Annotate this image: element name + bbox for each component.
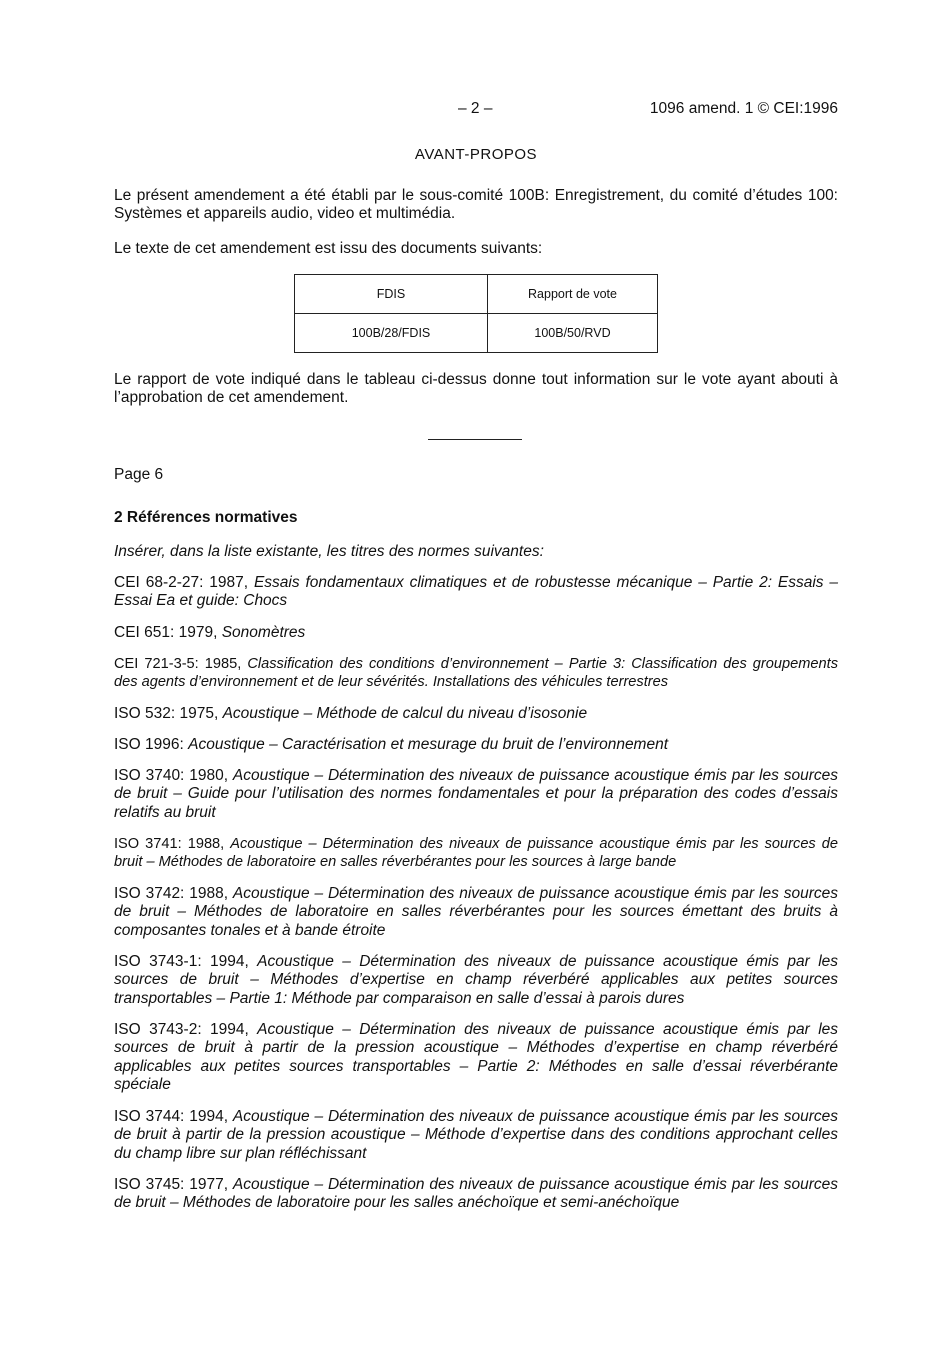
page-reference: Page 6 [114, 466, 164, 483]
reference-title: Essais fondamentaux climatiques et de robustesse mécanique – Partie 2: Essais – Essai Ea et guide: Chocs [114, 574, 838, 610]
reference-title: Acoustique – Détermination des niveaux de puissance acoustique émis par les sources de bruit – Guide pour l’utilisation des normes fondamentales et pour la préparation des codes d’essais relatifs au bruit [114, 767, 839, 821]
reference-title: Acoustique – Détermination des niveaux de puissance acoustique émis par les sources de bruit – Méthodes de laboratoire pour les salles anéchoïque et semi-anéchoïque [114, 1176, 839, 1212]
reference-code: ISO 3745: 1977, [114, 1176, 233, 1193]
reference-item [114, 1176, 838, 1213]
reference-item [114, 574, 838, 611]
section-heading: 2 Références normatives [114, 509, 298, 526]
reference-title: Sonomètres [221, 624, 306, 641]
reference-code: ISO 3740: 1980, [114, 767, 233, 784]
table-header-row [295, 275, 658, 314]
reference-item [114, 624, 838, 642]
reference-title: Classification des conditions d’environnement – Partie 3: Classification des groupements des agents d’environnement et de leur sévérités. Installations des véhicules terrestres [114, 656, 838, 691]
separator-rule [428, 439, 522, 440]
reference-code: CEI 721-3-5: 1985, [114, 656, 248, 672]
reference-code: ISO 3744: 1994, [114, 1108, 233, 1125]
table-header-cell: Rapport de vote [488, 275, 658, 314]
section-instruction: Insérer, dans la liste existante, les titres des normes suivantes: [114, 543, 544, 560]
reference-code: CEI 651: 1979, [114, 624, 222, 641]
reference-title: Acoustique – Détermination des niveaux de puissance acoustique émis par les sources de bruit à partir de la pression acoustique – Méthodes d’expertise en champ réverbéré applicables aux petites sources transportables – Partie 2: Méthodes en salle d’essai réverbérante spéciale [114, 1021, 839, 1093]
reference-item [114, 953, 838, 1008]
intro-paragraph: Le présent amendement a été établi par le sous-comité 100B: Enregistrement, du comité d’études 100: Systèmes et appareils audio, video et multimédia. [114, 187, 838, 223]
reference-item [114, 1021, 838, 1094]
voting-table [294, 274, 658, 353]
reference-title: Acoustique – Détermination des niveaux de puissance acoustique émis par les sources de bruit à partir de la pression acoustique – Méthode d’expertise dans des conditions approchant celles du champ libre sur plan réfléchissant [114, 1108, 839, 1162]
reference-item [114, 835, 838, 872]
vote-report-paragraph: Le rapport de vote indiqué dans le tableau ci-dessus donne tout information sur le vote ayant abouti à l’approbation de cet amendement. [114, 371, 838, 407]
reference-title: Acoustique – Méthode de calcul du niveau d’isosonie [222, 705, 588, 722]
reference-item [114, 705, 838, 723]
page-title: AVANT-PROPOS [414, 146, 538, 163]
reference-code: ISO 1996: [114, 736, 189, 753]
table-row [295, 314, 658, 353]
reference-code: ISO 3743-2: 1994, [114, 1021, 258, 1038]
reference-title: Acoustique – Détermination des niveaux de puissance acoustique émis par les sources de bruit – Méthodes d’expertise en champ réverbéré applicables aux petites sources transportables – Partie 1: Méthode par comparaison en salle d’essai à parois dures [114, 953, 839, 1007]
table-cell: 100B/28/FDIS [295, 314, 488, 353]
page-number: – 2 – [458, 100, 493, 117]
reference-title: Acoustique – Détermination des niveaux de puissance acoustique émis par les sources de bruit – Méthodes de laboratoire en salles réverbérantes pour les sources à large bande [114, 836, 838, 871]
reference-item [114, 655, 838, 692]
reference-title: Acoustique – Caractérisation et mesurage du bruit de l’environnement [188, 736, 669, 753]
intro-source-line: Le texte de cet amendement est issu des documents suivants: [114, 240, 543, 257]
table-header-cell: FDIS [295, 275, 488, 314]
reference-item [114, 1108, 838, 1163]
reference-title: Acoustique – Détermination des niveaux de puissance acoustique émis par les sources de bruit – Méthodes de laboratoire en salles réverbérantes pour les sources émettant des bruits à composantes tonales et à bande étroite [114, 885, 839, 939]
reference-item [114, 767, 838, 822]
document-id: 1096 amend. 1 © CEI:1996 [649, 100, 838, 117]
reference-code: ISO 532: 1975, [114, 705, 223, 722]
reference-code: ISO 3741: 1988, [114, 836, 231, 852]
page-header [114, 100, 838, 120]
reference-item [114, 885, 838, 940]
reference-code: ISO 3742: 1988, [114, 885, 233, 902]
reference-code: CEI 68-2-27: 1987, [114, 574, 254, 591]
reference-item [114, 736, 838, 754]
table-cell: 100B/50/RVD [488, 314, 658, 353]
reference-code: ISO 3743-1: 1994, [114, 953, 258, 970]
